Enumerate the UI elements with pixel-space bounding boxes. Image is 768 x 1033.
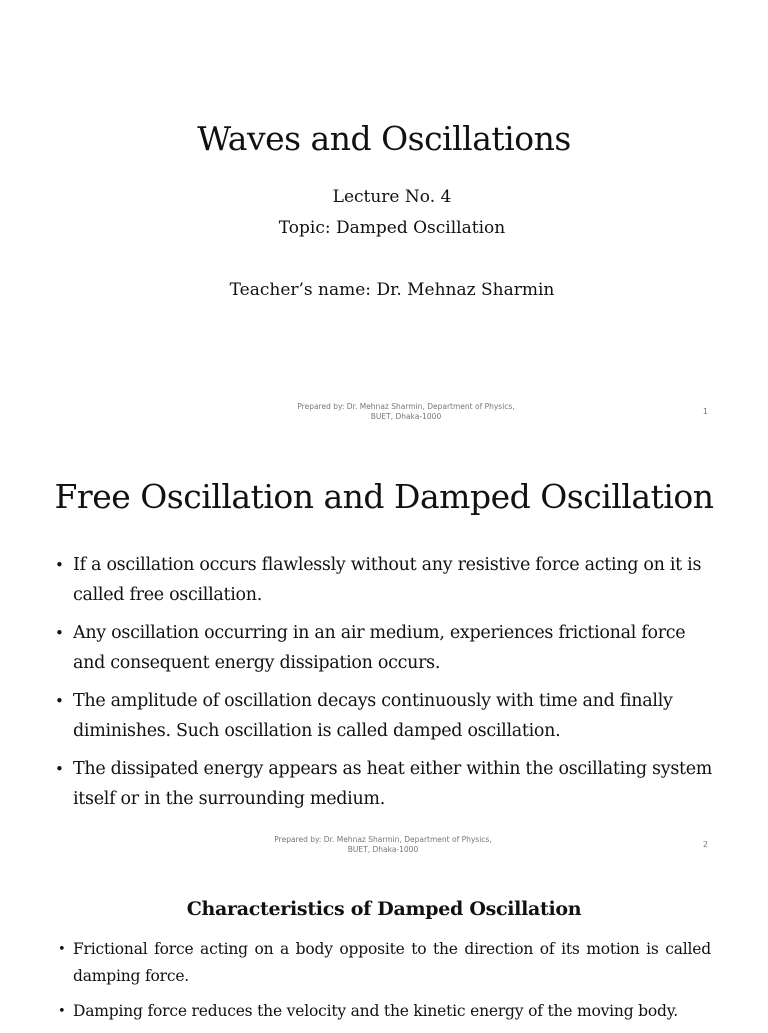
page-number: 1 — [702, 407, 708, 416]
bullet-text: Any oscillation occurring in an air medium, experiences frictional force and consequent energy dissipation occurs. — [73, 623, 686, 673]
slide-2-footer — [238, 835, 528, 855]
slide-2 — [0, 432, 768, 864]
bullet-text: The dissipated energy appears as heat either within the oscillating system itself or in the surrounding medium. — [73, 759, 713, 809]
bullet-list — [58, 936, 711, 1033]
list-item — [58, 998, 711, 1025]
slide-3-title: Characteristics of Damped Oscillation — [186, 898, 582, 920]
bullet-text: Frictional force acting on a body opposite to the direction of its motion is called damping force. — [73, 940, 711, 985]
footer-line-2: BUET, Dhaka-1000 — [347, 845, 419, 854]
list-item — [55, 686, 715, 746]
list-item — [55, 618, 715, 678]
slide-3 — [0, 864, 768, 1024]
list-item — [58, 936, 711, 990]
bullet-text: If a oscillation occurs flawlessly without any resistive force acting on it is called free oscillation. — [73, 555, 702, 605]
bullet-icon: • — [58, 1004, 66, 1019]
bullet-text: The amplitude of oscillation decays continuously with time and finally diminishes. Such oscillation is called damped oscillation. — [73, 691, 673, 741]
bullet-list — [55, 550, 715, 822]
slide-2-title: Free Oscillation and Damped Oscillation — [54, 477, 714, 516]
footer-line-2: BUET, Dhaka-1000 — [370, 412, 442, 421]
lecture-number: Lecture No. 4 — [332, 187, 452, 207]
slide-1-footer — [256, 402, 556, 422]
bullet-icon: • — [58, 942, 66, 957]
page-number: 2 — [702, 840, 708, 849]
footer-line-1: Prepared by: Dr. Mehnaz Sharmin, Department of Physics, — [297, 402, 515, 411]
bullet-icon: • — [55, 760, 64, 778]
lecture-topic: Topic: Damped Oscillation — [278, 218, 506, 238]
bullet-icon: • — [55, 692, 64, 710]
teacher-name: Teacher’s name: Dr. Mehnaz Sharmin — [229, 280, 555, 300]
slide-1 — [0, 0, 768, 432]
bullet-icon: • — [55, 556, 64, 574]
bullet-icon: • — [55, 624, 64, 642]
list-item — [55, 754, 715, 814]
slide-1-title: Waves and Oscillations — [197, 119, 571, 158]
footer-line-1: Prepared by: Dr. Mehnaz Sharmin, Department of Physics, — [274, 835, 492, 844]
list-item — [55, 550, 715, 610]
bullet-text: Damping force reduces the velocity and the kinetic energy of the moving body. — [73, 1002, 678, 1020]
